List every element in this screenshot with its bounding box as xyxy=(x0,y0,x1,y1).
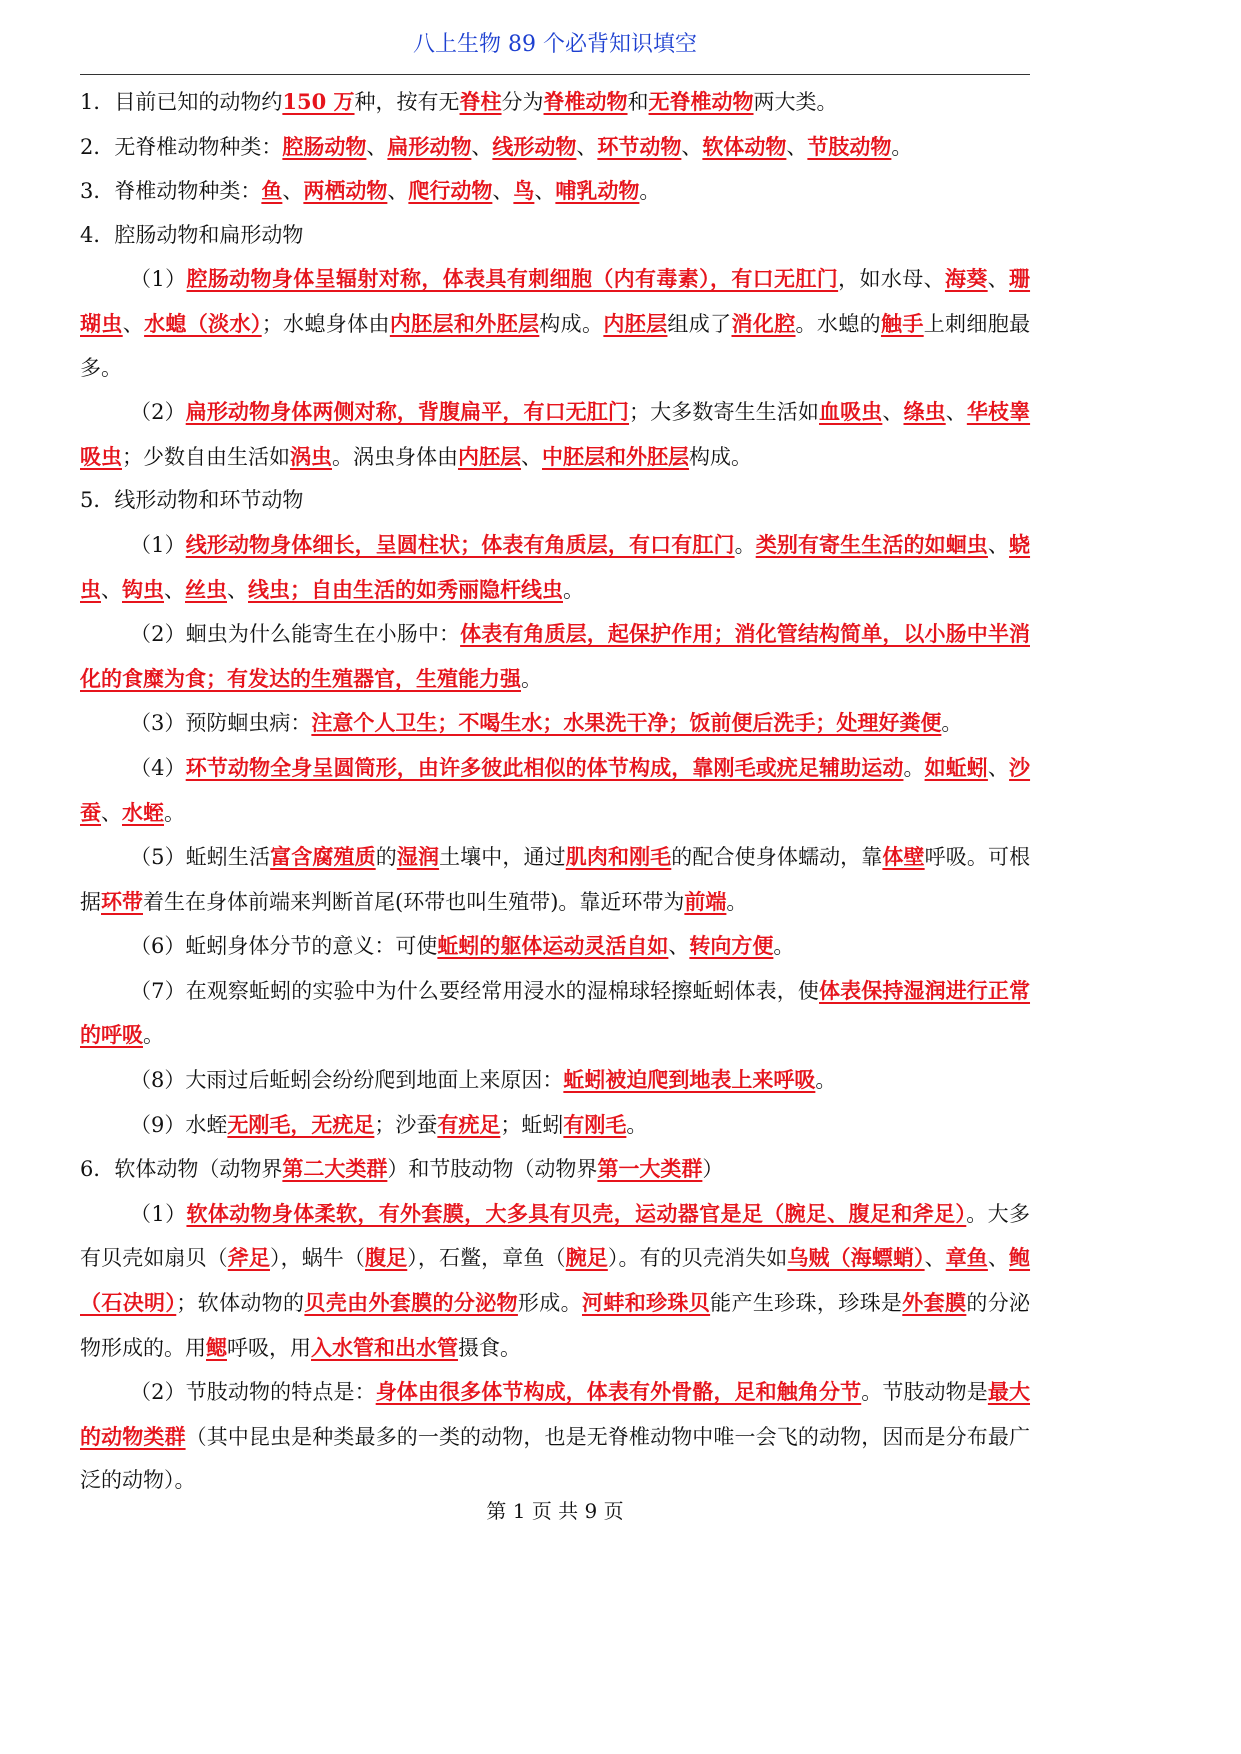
answer-blank: 斧足 xyxy=(227,1245,270,1271)
text-run: 、 xyxy=(227,577,248,602)
text-run: 、 xyxy=(101,577,122,602)
answer-blank: 入水管和出水管 xyxy=(311,1334,458,1360)
answer-blank: 体表保持湿润进行正常的呼吸 xyxy=(80,977,1031,1048)
text-run: 种，按有无 xyxy=(354,90,460,114)
text-run: ；软体动物的 xyxy=(176,1291,305,1316)
text-run: 。 xyxy=(521,666,542,691)
text-run: 。 xyxy=(626,1112,648,1137)
text-run: 摄食。 xyxy=(458,1335,521,1360)
answer-blank: 蚯蚓的躯体运动灵活自如 xyxy=(437,933,669,959)
text-run: 、 xyxy=(164,577,185,602)
text-run: （7）在观察蚯蚓的实验中为什么要经常用浸水的湿棉球轻擦蚯蚓体表，使 xyxy=(130,978,820,1003)
answer-blank: 节肢动物 xyxy=(807,133,892,159)
text-run: （5）蚯蚓生活 xyxy=(130,845,271,870)
text-run: 、 xyxy=(786,134,808,159)
text-run: 、 xyxy=(534,179,556,204)
answer-blank: 河蚌和珍珠贝 xyxy=(581,1290,711,1316)
text-run: 的配合使身体蠕动，靠 xyxy=(671,845,883,870)
answer-blank: 水螅（淡水） xyxy=(144,310,262,336)
text-run: 组成了 xyxy=(667,311,732,336)
answer-blank: 线虫；自由生活的如秀丽隐杆线虫 xyxy=(248,576,563,602)
text-run: 、 xyxy=(668,934,690,959)
answer-blank: 肌肉和刚毛 xyxy=(565,844,672,870)
answer-blank: 鱼 xyxy=(261,178,283,204)
answer-blank: 软体动物身体柔软，有外套膜，大多具有贝壳，运动器官是足（腕足、腹足和斧足） xyxy=(186,1200,967,1226)
text-run: ），蜗牛（ xyxy=(269,1246,366,1271)
answer-blank: 类别有寄生生活的如蛔虫 xyxy=(755,531,988,557)
sub-item-paragraph xyxy=(80,1192,1030,1370)
answer-blank: 蚯蚓被迫爬到地表上来呼吸 xyxy=(563,1067,816,1093)
text-run: ；少数自由生活如 xyxy=(122,444,290,469)
text-run: （2）蛔虫为什么能寄生在小肠中： xyxy=(130,622,461,647)
answer-blank: 最大的动物类群 xyxy=(80,1379,1031,1449)
text-run: 和 xyxy=(627,90,649,114)
answer-blank: 血吸虫 xyxy=(819,399,883,425)
text-run: （3）预防蛔虫病： xyxy=(130,711,312,736)
text-run: （2）节肢动物的特点是： xyxy=(130,1380,376,1405)
answer-blank: 腔肠动物身体呈辐射对称，体表具有刺细胞（内有毒素），有口无肛门 xyxy=(186,266,839,292)
answer-blank: 富含腐殖质 xyxy=(270,844,376,870)
text-run: ），石鳖，章鱼（ xyxy=(407,1246,566,1271)
text-run: 、 xyxy=(987,267,1010,292)
answer-blank: 丝虫 xyxy=(185,576,227,602)
text-run: （其中昆虫是种类最多的一类的动物，也是无脊椎动物中唯一会飞的动物，因而是分布最广泛的动物）。 xyxy=(80,1424,1031,1493)
text-run: 。 xyxy=(773,934,795,959)
text-run: 2．无脊椎动物种类： xyxy=(80,134,283,159)
answer-blank: 湿润 xyxy=(396,844,440,870)
answer-blank: 沙蚕 xyxy=(80,754,1031,825)
text-run: 。节肢动物是 xyxy=(861,1380,988,1405)
text-run: 、 xyxy=(987,755,1010,780)
answer-blank: 扁形动物 xyxy=(387,133,472,159)
text-run: ；大多数寄生生活如 xyxy=(629,400,820,425)
text-run: （1） xyxy=(130,532,186,557)
sub-item-paragraph xyxy=(80,1370,1030,1503)
answer-blank: 注意个人卫生；不喝生水；水果洗干净；饭前便后洗手；处理好粪便 xyxy=(311,710,942,736)
text-run: （4） xyxy=(130,755,186,780)
answer-blank: 有疣足 xyxy=(437,1111,501,1137)
answer-blank: 水蛭 xyxy=(122,799,164,825)
text-run: 4．腔肠动物和扁形动物 xyxy=(80,222,304,247)
text-run: 、 xyxy=(681,134,703,159)
text-run: （1） xyxy=(130,267,187,292)
text-run: 、 xyxy=(924,1246,946,1271)
text-run: 3．脊椎动物种类： xyxy=(80,179,262,204)
answer-blank: 如蚯蚓 xyxy=(924,754,988,780)
text-run: 、 xyxy=(492,179,514,204)
item-paragraph xyxy=(80,214,1030,258)
text-run: （8）大雨过后蚯蚓会纷纷爬到地面上来原因： xyxy=(130,1068,564,1093)
answer-blank: 线形动物身体细长，呈圆柱状；体表有角质层，有口有肛门 xyxy=(185,531,735,557)
answer-blank: 涡虫 xyxy=(290,443,332,469)
item-paragraph xyxy=(80,169,1030,214)
answer-blank: 环带 xyxy=(101,888,143,914)
answer-blank: 体壁 xyxy=(882,844,925,870)
answer-blank: 第一大类群 xyxy=(597,1156,703,1182)
text-run: 形成。 xyxy=(517,1291,582,1316)
answer-blank: 爬行动物 xyxy=(408,178,493,204)
answer-blank: 蛲虫 xyxy=(80,531,1031,602)
text-run: 、 xyxy=(387,179,409,204)
answer-blank: 无脊椎动物 xyxy=(648,89,754,114)
answer-blank: 鳃 xyxy=(206,1334,227,1360)
answer-blank: 两栖动物 xyxy=(303,178,388,204)
text-run: 构成。 xyxy=(539,311,604,336)
answer-blank: 体表有角质层，起保护作用；消化管结构简单，以小肠中半消化的食糜为食；有发达的生殖器官，生殖能力强 xyxy=(80,621,1030,691)
text-run: 。 xyxy=(639,179,661,204)
text-run: 的 xyxy=(375,845,397,870)
sub-item-paragraph xyxy=(80,523,1030,612)
text-run: 两大类。 xyxy=(753,90,838,114)
answer-blank: 中胚层和外胚层 xyxy=(542,443,689,469)
page-number-footer: 第 1 页 共 9 页 xyxy=(486,1499,624,1523)
text-run: 、 xyxy=(101,800,122,825)
sub-item-paragraph xyxy=(80,257,1030,390)
text-run: 、 xyxy=(122,311,145,336)
text-run: 、 xyxy=(882,400,904,425)
text-run: 、 xyxy=(521,444,542,469)
answer-blank: 软体动物 xyxy=(702,133,787,159)
answer-blank: 鲍（石决明） xyxy=(80,1245,1031,1316)
text-run: 、 xyxy=(471,134,493,159)
text-run: 。 xyxy=(734,532,756,557)
sub-item-paragraph xyxy=(80,612,1030,701)
answer-blank: 鸟 xyxy=(513,178,535,204)
answer-blank: 钩虫 xyxy=(122,576,164,602)
sub-item-paragraph xyxy=(80,1058,1030,1103)
page-title: 八上生物 89 个必背知识填空 xyxy=(413,32,697,57)
answer-blank: 有刚毛 xyxy=(563,1111,627,1137)
item-paragraph xyxy=(80,125,1030,170)
text-run: ，如水母、 xyxy=(838,267,945,292)
answer-blank: 环节动物全身呈圆筒形，由许多彼此相似的体节构成，靠刚毛或疣足辅助运动 xyxy=(185,754,904,780)
text-run: 的分泌物形成的。用 xyxy=(80,1291,1031,1360)
text-run: 、 xyxy=(366,134,388,159)
sub-item-paragraph xyxy=(80,835,1030,924)
text-run: 1．目前已知的动物约 xyxy=(80,90,283,114)
answer-blank: 贝壳由外套膜的分泌物 xyxy=(304,1290,518,1316)
item-paragraph xyxy=(80,80,1030,125)
answer-blank: 环节动物 xyxy=(597,133,682,159)
text-run: 。 xyxy=(563,577,584,602)
text-run: 分为 xyxy=(501,90,544,114)
text-run: 着生在身体前端来判断首尾(环带也叫生殖带)。靠近环带为 xyxy=(143,889,685,914)
text-run: 上刺细胞最多。 xyxy=(80,311,1031,380)
answer-blank: 触手 xyxy=(880,310,924,336)
answer-blank: 乌贼（海螵蛸） xyxy=(787,1245,925,1271)
text-run: 、 xyxy=(987,532,1010,557)
sub-item-paragraph xyxy=(80,746,1030,835)
text-run: 、 xyxy=(576,134,598,159)
answer-blank: 绦虫 xyxy=(903,399,946,425)
text-run: 。 xyxy=(815,1068,837,1093)
text-run: 、 xyxy=(987,1246,1010,1271)
text-run: 。大多有贝壳如扇贝（ xyxy=(80,1201,1031,1271)
answer-blank: 前端 xyxy=(684,888,727,914)
sub-item-paragraph xyxy=(80,1103,1030,1148)
text-run: ）和节肢动物（动物界 xyxy=(387,1157,598,1182)
text-run: 、 xyxy=(945,400,967,425)
answer-blank: 转向方便 xyxy=(689,933,774,959)
answer-blank: 内胚层和外胚层 xyxy=(389,310,540,336)
text-run: 。 xyxy=(726,889,748,914)
text-run: 。 xyxy=(164,800,185,825)
sub-item-paragraph xyxy=(80,390,1030,479)
text-run: 。 xyxy=(143,1023,164,1048)
text-run: 土壤中，通过 xyxy=(439,845,566,870)
header-divider xyxy=(80,74,1030,75)
text-run: 能产生珍珠，珍珠是 xyxy=(710,1291,903,1316)
answer-blank: 海葵 xyxy=(944,266,988,292)
text-run: 呼吸，用 xyxy=(227,1335,311,1360)
answer-blank: 扁形动物身体两侧对称，背腹扁平，有口无肛门 xyxy=(185,399,630,425)
text-run: ） xyxy=(702,1157,724,1182)
answer-blank: 第二大类群 xyxy=(282,1156,388,1182)
sub-item-paragraph xyxy=(80,924,1030,969)
answer-blank: 内胚层 xyxy=(458,443,521,469)
answer-blank: 外套膜 xyxy=(902,1290,967,1316)
text-run: ；蚯蚓 xyxy=(500,1112,564,1137)
answer-blank: 脊椎动物 xyxy=(543,89,628,114)
text-run: （9）水蛭 xyxy=(130,1112,228,1137)
answer-blank: 腕足 xyxy=(565,1245,608,1271)
item-paragraph xyxy=(80,1147,1030,1192)
text-run: 、 xyxy=(282,179,304,204)
document-body xyxy=(80,80,1030,1503)
answer-blank: 章鱼 xyxy=(945,1245,988,1271)
item-paragraph xyxy=(80,479,1030,523)
text-run: 。涡虫身体由 xyxy=(332,444,458,469)
answer-blank: 线形动物 xyxy=(492,133,577,159)
text-run: 。 xyxy=(941,711,963,736)
answer-blank: 消化腔 xyxy=(731,310,796,336)
text-run: ）。有的贝壳消失如 xyxy=(607,1246,788,1271)
answer-blank: 脊柱 xyxy=(459,89,502,114)
answer-blank: 华枝睾吸虫 xyxy=(80,399,1031,469)
answer-blank: 腔肠动物 xyxy=(282,133,367,159)
text-run: 。水螅的 xyxy=(795,311,881,336)
text-run: 呼吸。可根据 xyxy=(80,845,1031,914)
text-run: 。 xyxy=(903,755,925,780)
answer-blank: 哺乳动物 xyxy=(555,178,640,204)
text-run: （1） xyxy=(130,1201,187,1226)
sub-item-paragraph xyxy=(80,969,1030,1058)
answer-blank: 腹足 xyxy=(365,1245,408,1271)
answer-blank: 无刚毛，无疣足 xyxy=(227,1111,375,1137)
text-run: 6．软体动物（动物界 xyxy=(80,1157,283,1182)
answer-blank: 内胚层 xyxy=(603,310,668,336)
sub-item-paragraph xyxy=(80,701,1030,746)
answer-blank: 珊瑚虫 xyxy=(80,266,1031,336)
text-run: （6）蚯蚓身体分节的意义：可使 xyxy=(130,934,438,959)
text-run: 构成。 xyxy=(689,444,752,469)
text-run: ；沙蚕 xyxy=(374,1112,438,1137)
answer-blank: 身体由很多体节构成，体表有外骨骼，足和触角分节 xyxy=(375,1379,862,1405)
text-run: （2） xyxy=(130,400,186,425)
text-run: 。 xyxy=(891,134,913,159)
text-run: 5．线形动物和环节动物 xyxy=(80,488,304,513)
text-run: ；水螅身体由 xyxy=(261,311,390,336)
answer-blank: 150 万 xyxy=(282,89,355,114)
